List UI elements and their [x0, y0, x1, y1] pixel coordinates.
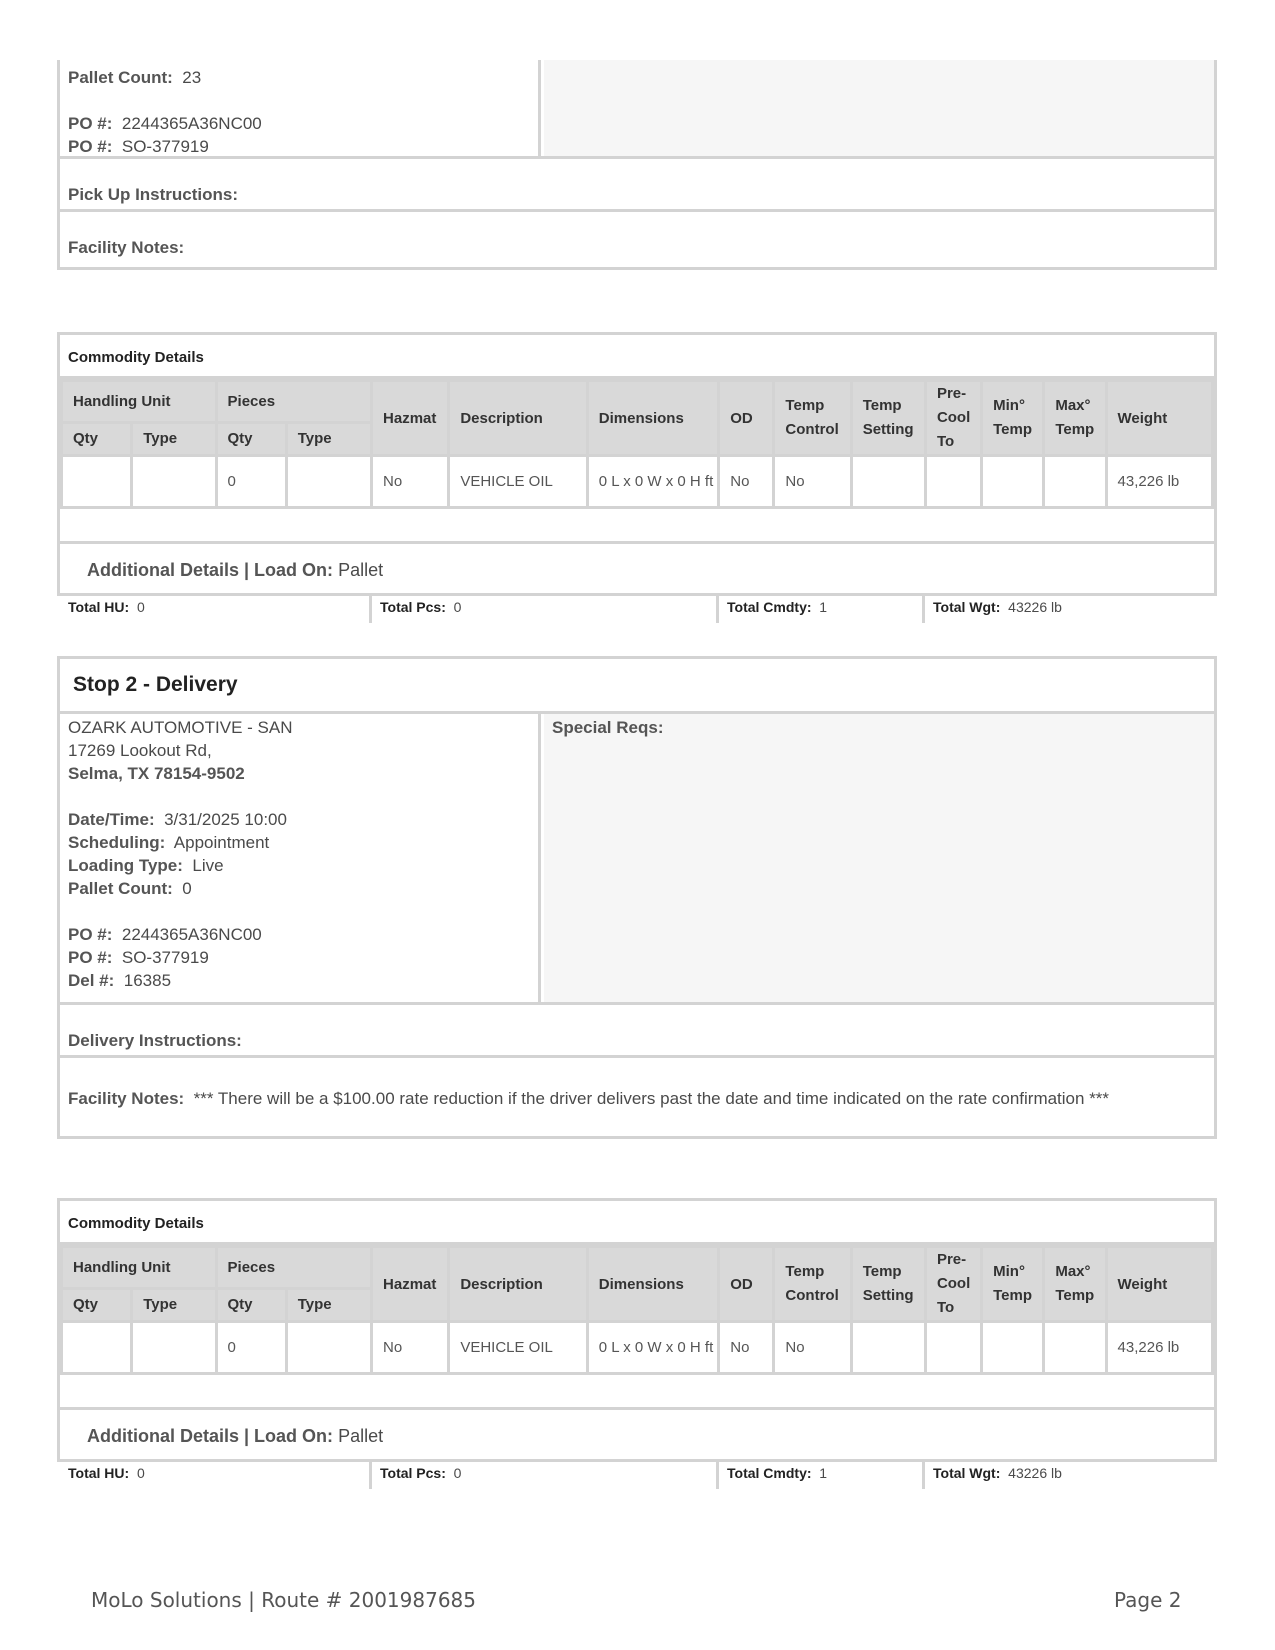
cell-min-temp	[982, 456, 1044, 508]
header-pcs-type: Type	[286, 422, 371, 455]
cell-temp-control: No	[774, 1322, 851, 1374]
po-label: PO #:	[68, 137, 113, 156]
total-pcs-label: Total Pcs:	[380, 599, 446, 615]
header-pieces: Pieces	[216, 381, 372, 423]
additional-details	[60, 1407, 1214, 1462]
po-value: 2244365A36NC00	[121, 925, 262, 944]
scheduling-value: Appointment	[173, 833, 270, 852]
po-value: 2244365A36NC00	[121, 114, 262, 133]
header-weight: Weight	[1106, 381, 1212, 456]
cell-pcs-type	[286, 456, 371, 508]
total-wgt-value: 43226 lb	[1008, 1465, 1062, 1481]
header-dimensions: Dimensions	[587, 381, 718, 456]
stop2-delivery	[57, 656, 1217, 1139]
cell-weight: 43,226 lb	[1106, 1322, 1212, 1374]
total-cmdty-label: Total Cmdty:	[727, 599, 812, 615]
pickup-instructions-label: Pick Up Instructions:	[68, 185, 239, 204]
cell-weight: 43,226 lb	[1106, 456, 1212, 508]
total-pcs-value: 0	[453, 599, 462, 615]
cell-pcs-type	[286, 1322, 371, 1374]
commodity-title: Commodity Details	[60, 1201, 1214, 1245]
commodity-details-1	[57, 332, 1217, 615]
header-temp-control: Temp Control	[774, 1247, 851, 1322]
header-od: OD	[719, 381, 774, 456]
total-wgt-label: Total Wgt:	[933, 599, 1001, 615]
cell-description: VEHICLE OIL	[449, 456, 587, 508]
special-reqs-label: Special Reqs:	[552, 718, 664, 737]
header-hazmat: Hazmat	[372, 1247, 449, 1322]
scheduling-label: Scheduling:	[68, 833, 166, 852]
special-reqs-panel	[544, 714, 1214, 1002]
street-address: 17269 Lookout Rd,	[68, 741, 212, 760]
header-hu-qty: Qty	[62, 422, 132, 455]
cell-precool	[925, 1322, 981, 1374]
cell-od: No	[719, 456, 774, 508]
company-name: OZARK AUTOMOTIVE - SAN	[68, 718, 293, 737]
additional-details-label: Additional Details | Load On:	[87, 1426, 334, 1446]
cell-hu-qty	[62, 456, 132, 508]
header-precool: Pre-Cool To	[925, 381, 981, 456]
cell-hazmat: No	[372, 1322, 449, 1374]
header-precool: Pre-Cool To	[925, 1247, 981, 1322]
facility-notes-row	[60, 209, 1214, 264]
stop2-details	[60, 714, 541, 1002]
city-state-zip: Selma, TX 78154-9502	[68, 764, 245, 783]
header-dimensions: Dimensions	[587, 1247, 718, 1322]
cell-dimensions: 0 L x 0 W x 0 H ft	[587, 456, 718, 508]
pallet-count-value: 0	[182, 879, 192, 898]
del-value: 16385	[123, 971, 172, 990]
additional-details	[60, 541, 1214, 596]
header-min-temp: Min° Temp	[982, 381, 1044, 456]
cell-hu-type	[132, 1322, 216, 1374]
total-pcs-value: 0	[453, 1465, 462, 1481]
cell-description: VEHICLE OIL	[449, 1322, 587, 1374]
commodity-title: Commodity Details	[60, 335, 1214, 379]
cell-pcs-qty: 0	[216, 1322, 286, 1374]
cell-max-temp	[1044, 456, 1106, 508]
totals-row	[60, 593, 1214, 623]
stop-title: Stop 2 - Delivery	[60, 659, 1214, 714]
table-row	[62, 456, 1213, 508]
cell-temp-control: No	[774, 456, 851, 508]
header-handling-unit: Handling Unit	[62, 1247, 217, 1289]
header-hu-qty: Qty	[62, 1288, 132, 1321]
cell-max-temp	[1044, 1322, 1106, 1374]
total-pcs-label: Total Pcs:	[380, 1465, 446, 1481]
additional-details-label: Additional Details | Load On:	[87, 560, 334, 580]
header-max-temp: Max° Temp	[1044, 1247, 1106, 1322]
facility-notes-row	[60, 1055, 1214, 1136]
header-temp-control: Temp Control	[774, 381, 851, 456]
load-on-value: Pallet	[338, 560, 384, 580]
header-hazmat: Hazmat	[372, 381, 449, 456]
header-hu-type: Type	[132, 1288, 216, 1321]
total-cmdty-label: Total Cmdty:	[727, 1465, 812, 1481]
header-pcs-qty: Qty	[216, 1288, 286, 1321]
po-value: SO-377919	[121, 948, 209, 967]
stop1-special-reqs-panel	[544, 60, 1214, 156]
footer-route: MoLo Solutions | Route # 2001987685	[91, 1588, 476, 1612]
cell-od: No	[719, 1322, 774, 1374]
total-hu-label: Total HU:	[68, 1465, 130, 1481]
loading-type-value: Live	[192, 856, 224, 875]
header-description: Description	[449, 1247, 587, 1322]
pickup-instructions-row	[60, 156, 1214, 209]
cell-temp-setting	[851, 1322, 925, 1374]
cell-hazmat: No	[372, 456, 449, 508]
loading-type-label: Loading Type:	[68, 856, 183, 875]
header-temp-setting: Temp Setting	[851, 1247, 925, 1322]
po-value: SO-377919	[121, 137, 209, 156]
cell-dimensions: 0 L x 0 W x 0 H ft	[587, 1322, 718, 1374]
totals-row	[60, 1459, 1214, 1489]
table-row	[62, 1322, 1213, 1374]
total-wgt-value: 43226 lb	[1008, 599, 1062, 615]
header-weight: Weight	[1106, 1247, 1212, 1322]
total-cmdty-value: 1	[819, 1465, 828, 1481]
stop1-details	[60, 60, 541, 156]
delivery-instructions-row	[60, 1002, 1214, 1055]
cell-precool	[925, 456, 981, 508]
commodity-table	[60, 1245, 1214, 1375]
header-pcs-type: Type	[286, 1288, 371, 1321]
header-od: OD	[719, 1247, 774, 1322]
total-hu-label: Total HU:	[68, 599, 130, 615]
pallet-count-label: Pallet Count:	[68, 68, 173, 87]
load-on-value: Pallet	[338, 1426, 384, 1446]
header-description: Description	[449, 381, 587, 456]
header-min-temp: Min° Temp	[982, 1247, 1044, 1322]
header-temp-setting: Temp Setting	[851, 381, 925, 456]
commodity-table	[60, 379, 1214, 509]
cell-hu-type	[132, 456, 216, 508]
cell-hu-qty	[62, 1322, 132, 1374]
del-label: Del #:	[68, 971, 115, 990]
cell-min-temp	[982, 1322, 1044, 1374]
facility-notes-label: Facility Notes:	[68, 238, 185, 257]
facility-notes-label: Facility Notes:	[68, 1089, 185, 1108]
commodity-details-2	[57, 1198, 1217, 1481]
total-wgt-label: Total Wgt:	[933, 1465, 1001, 1481]
header-pcs-qty: Qty	[216, 422, 286, 455]
cell-temp-setting	[851, 456, 925, 508]
stop1-continuation	[57, 60, 1217, 270]
total-hu-value: 0	[136, 1465, 145, 1481]
facility-notes-value: *** There will be a $100.00 rate reduction if the driver delivers past the date and time indicated on the rate confirmation ***	[193, 1089, 1110, 1108]
po-label: PO #:	[68, 925, 113, 944]
po-label: PO #:	[68, 948, 113, 967]
pallet-count-label: Pallet Count:	[68, 879, 173, 898]
header-hu-type: Type	[132, 422, 216, 455]
header-max-temp: Max° Temp	[1044, 381, 1106, 456]
total-hu-value: 0	[136, 599, 145, 615]
header-handling-unit: Handling Unit	[62, 381, 217, 423]
datetime-label: Date/Time:	[68, 810, 155, 829]
delivery-instructions-label: Delivery Instructions:	[68, 1031, 242, 1050]
total-cmdty-value: 1	[819, 599, 828, 615]
datetime-value: 3/31/2025 10:00	[164, 810, 287, 829]
cell-pcs-qty: 0	[216, 456, 286, 508]
header-pieces: Pieces	[216, 1247, 372, 1289]
po-label: PO #:	[68, 114, 113, 133]
pallet-count-value: 23	[182, 68, 202, 87]
footer-page-number: Page 2	[1114, 1588, 1182, 1612]
